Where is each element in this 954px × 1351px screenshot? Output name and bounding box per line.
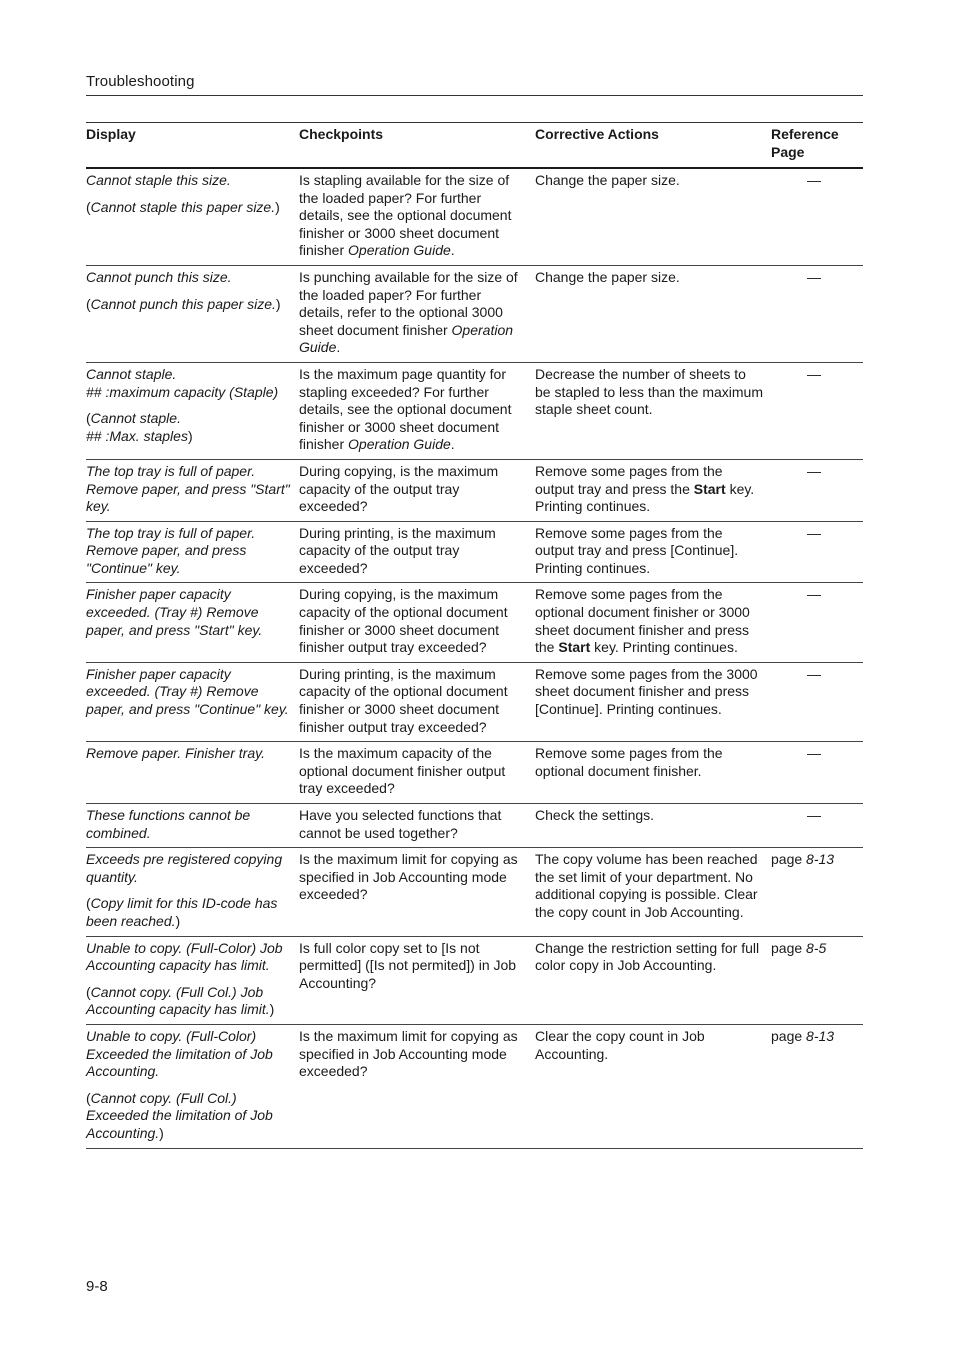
action-cell: Remove some pages from the 3000 sheet document finisher and press [Continue]. Printing continues. xyxy=(535,662,771,741)
display-cell xyxy=(86,936,299,1024)
reference-cell: page 8-13 xyxy=(771,848,863,936)
display-message: Cannot staple. ## :maximum capacity (Staple) xyxy=(86,365,279,400)
table-row xyxy=(86,1024,863,1148)
table-row xyxy=(86,804,863,848)
action-cell: Remove some pages from the output tray and press [Continue]. Printing continues. xyxy=(535,521,771,583)
table-row xyxy=(86,583,863,662)
reference-cell: — xyxy=(771,265,863,362)
checkpoint-cell: During copying, is the maximum capacity of the output tray exceeded? xyxy=(299,459,535,521)
display-cell xyxy=(86,848,299,936)
reference-cell: — xyxy=(771,583,863,662)
display-message: Cannot punch this size. xyxy=(86,268,232,285)
checkpoint-cell: Is full color copy set to [Is not permitted] ([Is not permited]) in Job Accounting? xyxy=(299,936,535,1024)
display-message-alt: (Copy limit for this ID-code has been reached.) xyxy=(86,895,278,929)
table-row xyxy=(86,459,863,521)
action-cell: The copy volume has been reached the set limit of your department. No additional copying is possible. Clear the copy count in Job Accounting. xyxy=(535,848,771,936)
table-header-row xyxy=(86,123,863,169)
reference-cell: — xyxy=(771,459,863,521)
running-header-title: Troubleshooting xyxy=(86,73,195,90)
reference-cell: — xyxy=(771,742,863,804)
display-message: Unable to copy. (Full-Color) Exceeded the limitation of Job Accounting. xyxy=(86,1027,273,1080)
checkpoint-cell: During copying, is the maximum capacity of the optional document finisher or 3000 sheet document finisher output tray exceeded? xyxy=(299,583,535,662)
display-cell: Finisher paper capacity exceeded. (Tray #) Remove paper, and press "Start" key. xyxy=(86,583,299,662)
action-cell: Remove some pages from the optional document finisher or 3000 sheet document finisher and press the Start key. Printing continues. xyxy=(535,583,771,662)
header-rule xyxy=(86,95,863,96)
column-header-display: Display xyxy=(86,123,299,169)
display-cell: The top tray is full of paper. Remove paper, and press "Continue" key. xyxy=(86,521,299,583)
table-row xyxy=(86,521,863,583)
reference-cell: — xyxy=(771,521,863,583)
checkpoint-cell: Is punching available for the size of the loaded paper? For further details, refer to the optional 3000 sheet document finisher Operation Guide. xyxy=(299,265,535,362)
checkpoint-cell: Is the maximum limit for copying as specified in Job Accounting mode exceeded? xyxy=(299,848,535,936)
reference-cell: page 8-5 xyxy=(771,936,863,1024)
display-message: Unable to copy. (Full-Color) Job Accounting capacity has limit. xyxy=(86,939,283,974)
action-cell: Decrease the number of sheets to be stapled to less than the maximum staple sheet count. xyxy=(535,362,771,459)
table-row xyxy=(86,662,863,741)
reference-cell: page 8-13 xyxy=(771,1024,863,1148)
reference-page-link[interactable]: 8-5 xyxy=(806,939,827,956)
table-row xyxy=(86,848,863,936)
display-message-alt: (Cannot punch this paper size.) xyxy=(86,295,281,312)
display-message-alt: (Cannot copy. (Full Col.) Job Accounting capacity has limit.) xyxy=(86,983,275,1018)
column-header-corrective-actions: Corrective Actions xyxy=(535,123,771,169)
column-header-reference-page: Reference Page xyxy=(771,123,863,169)
action-cell: Change the restriction setting for full color copy in Job Accounting. xyxy=(535,936,771,1024)
action-cell: Change the paper size. xyxy=(535,265,771,362)
table-row xyxy=(86,168,863,265)
action-cell: Check the settings. xyxy=(535,804,771,848)
reference-cell: — xyxy=(771,168,863,265)
table-row xyxy=(86,265,863,362)
action-cell: Change the paper size. xyxy=(535,168,771,265)
checkpoint-cell: Is the maximum limit for copying as specified in Job Accounting mode exceeded? xyxy=(299,1024,535,1148)
page-number: 9-8 xyxy=(86,1278,108,1295)
checkpoint-cell: Have you selected functions that cannot be used together? xyxy=(299,804,535,848)
checkpoint-cell: Is stapling available for the size of the loaded paper? For further details, see the optional document finisher or 3000 sheet document finisher Operation Guide. xyxy=(299,168,535,265)
display-cell xyxy=(86,1024,299,1148)
action-cell: Remove some pages from the output tray and press the Start key. Printing continues. xyxy=(535,459,771,521)
reference-page-link[interactable]: 8-13 xyxy=(806,1027,835,1044)
table-row xyxy=(86,936,863,1024)
reference-cell: — xyxy=(771,662,863,741)
action-cell: Clear the copy count in Job Accounting. xyxy=(535,1024,771,1148)
checkpoint-cell: Is the maximum page quantity for stapling exceeded? For further details, see the optional document finisher or 3000 sheet document finisher Operation Guide. xyxy=(299,362,535,459)
display-message: Exceeds pre registered copying quantity. xyxy=(86,851,283,885)
display-cell xyxy=(86,168,299,265)
display-message-alt: (Cannot copy. (Full Col.) Exceeded the limitation of Job Accounting.) xyxy=(86,1089,273,1141)
table-row xyxy=(86,742,863,804)
column-header-checkpoints: Checkpoints xyxy=(299,123,535,169)
troubleshooting-table xyxy=(86,122,863,1149)
checkpoint-cell: Is the maximum capacity of the optional document finisher output tray exceeded? xyxy=(299,742,535,804)
display-cell: The top tray is full of paper. Remove paper, and press "Start" key. xyxy=(86,459,299,521)
display-cell xyxy=(86,362,299,459)
reference-page-link[interactable]: 8-13 xyxy=(806,851,835,868)
action-cell: Remove some pages from the optional document finisher. xyxy=(535,742,771,804)
display-cell xyxy=(86,265,299,362)
display-cell: These functions cannot be combined. xyxy=(86,804,299,848)
display-cell: Remove paper. Finisher tray. xyxy=(86,742,299,804)
display-message-alt: (Cannot staple. ## :Max. staples) xyxy=(86,410,193,444)
display-message-alt: (Cannot staple this paper size.) xyxy=(86,198,280,215)
table-row xyxy=(86,362,863,459)
reference-cell: — xyxy=(771,362,863,459)
reference-cell: — xyxy=(771,804,863,848)
display-cell: Finisher paper capacity exceeded. (Tray #) Remove paper, and press "Continue" key. xyxy=(86,662,299,741)
checkpoint-cell: During printing, is the maximum capacity of the optional document finisher or 3000 sheet document finisher output tray exceeded? xyxy=(299,662,535,741)
display-message: Cannot staple this size. xyxy=(86,172,231,188)
checkpoint-cell: During printing, is the maximum capacity of the output tray exceeded? xyxy=(299,521,535,583)
